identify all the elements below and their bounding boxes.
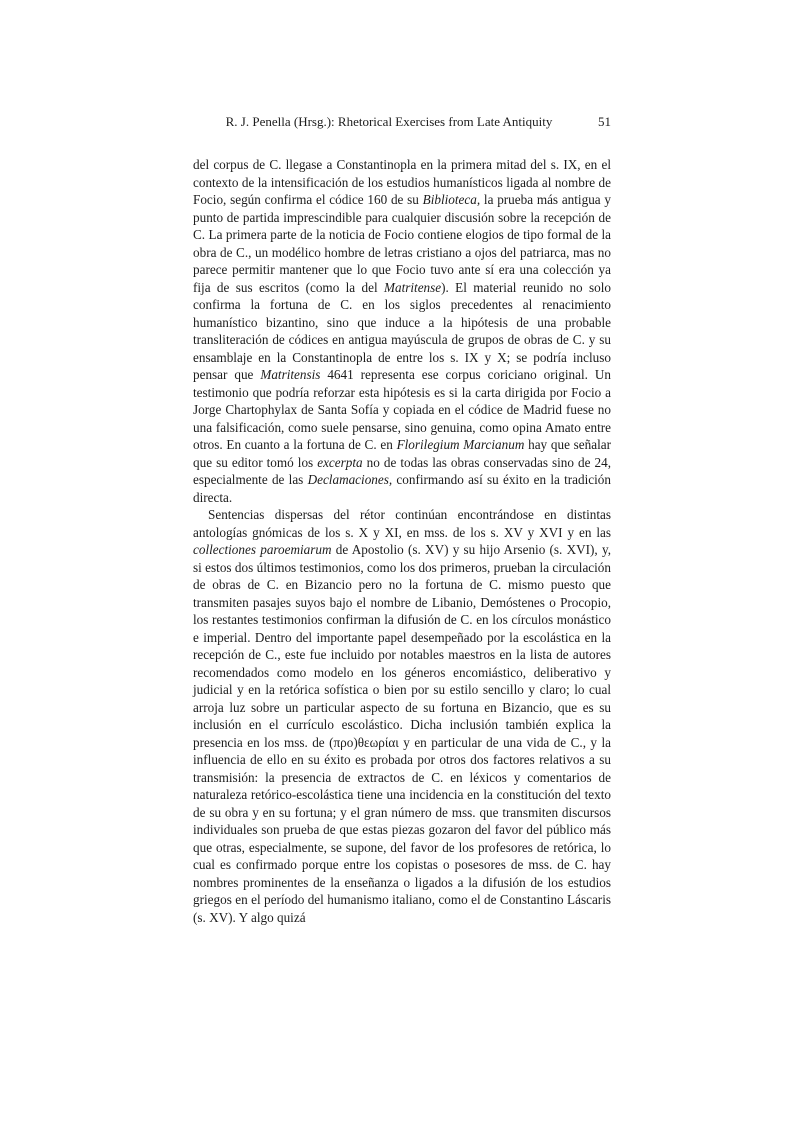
italic-text-run: Florilegium Marcianum	[396, 437, 525, 452]
text-run: la prueba más antigua y punto de partida imprescindible para cualquier discusión sobre la recepción de C. La primera parte de la noticia de Focio contiene elogios de tipo formal de la obra de C., un modélico hombre de letras cristiano a ojos del patriarca, mas no parece permitir mantener que lo que Focio tuvo ante sí era una colección ya fija de sus escritos (como la del	[193, 192, 611, 295]
italic-text-run: excerpta	[317, 454, 363, 470]
page-number: 51	[598, 114, 611, 129]
italic-text-run: Matritense	[384, 279, 442, 295]
running-header	[193, 113, 611, 130]
text-run: hay que señalar que su editor tomó los	[193, 437, 611, 470]
paragraph	[193, 156, 611, 506]
paragraph	[193, 506, 611, 926]
italic-text-run: Biblioteca,	[422, 192, 481, 207]
body-text	[193, 156, 611, 926]
text-run: ). El material reunido no solo confirma la fortuna de C. en los siglos precedentes al renacimiento humanístico bizantino, sino que induce a la hipótesis de una probable transliteración de códices en antigua mayúscula de grupos de obras de C. y su ensamblaje en la Constantinopla de entre los s. IX y X; se podría incluso pensar que	[193, 279, 611, 382]
italic-text-run: collectiones paroemiarum	[193, 542, 332, 557]
text-run: confirmando así su éxito en la tradición directa.	[193, 472, 611, 505]
text-run: Sentencias dispersas del rétor continúan encontrándose en distintas antologías gnómicas de los s. X y XI, en mss. de los s. XV y XVI y en las	[193, 507, 611, 540]
running-header-title: R. J. Penella (Hrsg.): Rhetorical Exercises from Late Antiquity	[225, 114, 553, 129]
italic-text-run: Matritensis	[260, 367, 321, 382]
text-run: de Apostolio (s. XV) y su hijo Arsenio (s. XVI), y, si estos dos últimos testimonios, como los dos primeros, prueban la circulación de obras de C. en Bizancio pero no la fortuna de C. mismo puesto que transmiten pasajes suyos bajo el nombre de Libanio, Demóstenes o Procopio, los restantes testimonios confirman la difusión de C. en los círculos monástico e imperial. Dentro del importante papel desempeñado por la escolástica en la recepción de C., este fue incluido por notables maestros en la lista de autores recomendados como modelo en los géneros encomiástico, deliberativo y judicial y en la retórica sofística o bien por su estilo sencillo y claro; lo cual arroja luz sobre un particular aspecto de su fortuna en Bizancio, que es su inclusión en el currículo escolástico. Dicha inclusión también explica la presencia en los mss. de (προ)θεωρίαι y en particular de una vida de C., y la influencia de ello en su éxito es probada por otros dos factores relativos a su transmisión: la presencia de extractos de C. en léxicos y comentarios de naturaleza retórico-escolástica tiene una incidencia en la constitución del texto de su obra y en su fortuna; y el gran número de mss. que transmiten discursos individuales son prueba de que estas piezas gozaron del favor del público más que otras, especialmente, se supone, del favor de los profesores de retórica, lo cual es confirmado porque entre los copistas o posesores de mss. de C. hay nombres prominentes de la enseñanza o ligados a la difusión de los estudios griegos en el período del humanismo italiano, como el de Constantino Láscaris (s. XV). Y algo quizá	[193, 542, 611, 925]
text-run: 4641 representa ese corpus coriciano original. Un testimonio que podría reforzar esta hipótesis es si la carta dirigida por Focio a Jorge Chartophylax de Santa Sofía y copiada en el códice de Madrid fuese no una falsificación, como suele pensarse, sino genuina, como opina Amato entre otros. En cuanto a la fortuna de C. en	[193, 367, 611, 452]
italic-text-run: Declamaciones,	[307, 472, 393, 487]
text-run: del corpus de C. llegase a Constantinopla en la primera mitad del s. IX, en el contexto de la intensificación de los estudios humanísticos ligada al nombre de Focio, según confirma el códice 160 de su	[193, 157, 611, 207]
text-run: no de todas las obras conservadas sino de 24, especialmente de las	[193, 454, 611, 487]
